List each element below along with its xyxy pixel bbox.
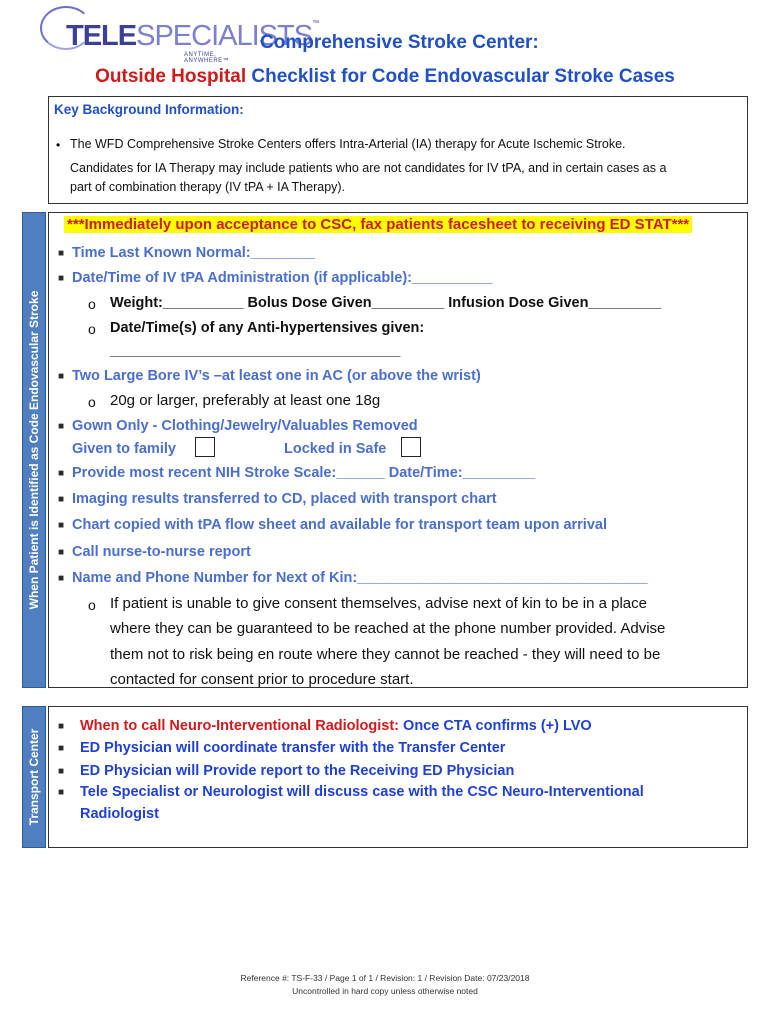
footer-note: Uncontrolled in hard copy unless otherwise noted bbox=[292, 986, 478, 996]
background-heading: Key Background Information: bbox=[54, 102, 244, 117]
checklist-item-tpa-admin: Date/Time of IV tPA Administration (if applicable):__________ bbox=[72, 270, 493, 286]
sub-bullet: o bbox=[88, 296, 96, 312]
antihypertensives-blank: ____________________________________ bbox=[110, 343, 401, 359]
footer-reference: Reference #: TS-F-33 / Page 1 of 1 / Revision: 1 / Revision Date: 07/23/2018 bbox=[240, 973, 530, 983]
transport-item-report: ED Physician will Provide report to the Receiving ED Physician bbox=[80, 763, 515, 779]
page-title-line2: Outside Hospital Checklist for Code Endovascular Stroke Cases bbox=[95, 66, 675, 87]
background-text-line: Candidates for IA Therapy may include patients who are not candidates for IV tPA, and in certain cases as a bbox=[70, 161, 667, 175]
page-title-line1: Comprehensive Stroke Center: bbox=[260, 32, 539, 53]
consent-text-line: If patient is unable to give consent themselves, advise next of kin to be in a place bbox=[110, 595, 647, 612]
transport-item-discuss-cont: Radiologist bbox=[80, 806, 159, 822]
telespecialists-logo bbox=[38, 4, 319, 64]
consent-text-line: where they can be guaranteed to be reached at the phone number provided. Advise bbox=[110, 620, 666, 637]
square-bullet: ■ bbox=[58, 787, 65, 798]
background-text-line: The WFD Comprehensive Stroke Centers offers Intra-Arterial (IA) therapy for Acute Ischemic Stroke. bbox=[70, 137, 626, 151]
locked-in-safe-label: Locked in Safe bbox=[284, 441, 387, 457]
square-bullet: ■ bbox=[58, 520, 65, 531]
logo-wordmark: TELESPECIALISTS™ bbox=[66, 20, 319, 52]
fax-alert-banner: ***Immediately upon acceptance to CSC, fax patients facesheet to receiving ED STAT*** bbox=[64, 216, 692, 233]
side-label-transport-center: Transport Center bbox=[22, 706, 46, 848]
square-bullet: ■ bbox=[58, 248, 65, 259]
checklist-sub-weight-doses: Weight:__________ Bolus Dose Given_________ Infusion Dose Given_________ bbox=[110, 295, 662, 311]
square-bullet: ■ bbox=[58, 721, 65, 732]
checklist-item-call-nurse: Call nurse-to-nurse report bbox=[72, 544, 251, 560]
square-bullet: ■ bbox=[58, 573, 65, 584]
square-bullet: ■ bbox=[58, 273, 65, 284]
logo-tagline: ANYTIME, ANYWHERE™ bbox=[184, 52, 230, 64]
side-label-patient-identified: When Patient is Identified as Code Endovascular Stroke bbox=[22, 212, 46, 688]
checklist-sub-iv-gauge: 20g or larger, preferably at least one 18g bbox=[110, 392, 381, 409]
background-text-line: part of combination therapy (IV tPA + IA Therapy). bbox=[70, 180, 346, 194]
given-to-family-checkbox[interactable] bbox=[195, 437, 215, 457]
square-bullet: ■ bbox=[58, 743, 65, 754]
checklist-item-next-of-kin: Name and Phone Number for Next of Kin:____________________________________ bbox=[72, 570, 648, 586]
square-bullet: ■ bbox=[58, 547, 65, 558]
sub-bullet: o bbox=[88, 394, 96, 410]
transport-item-call-radiologist: When to call Neuro-Interventional Radiologist: Once CTA confirms (+) LVO bbox=[80, 718, 592, 734]
square-bullet: ■ bbox=[58, 468, 65, 479]
transport-item-coordinate: ED Physician will coordinate transfer with the Transfer Center bbox=[80, 740, 506, 756]
square-bullet: ■ bbox=[58, 421, 65, 432]
square-bullet: ■ bbox=[58, 494, 65, 505]
given-to-family-label: Given to family bbox=[72, 441, 176, 457]
square-bullet: ■ bbox=[58, 766, 65, 777]
checklist-item-imaging: Imaging results transferred to CD, placed with transport chart bbox=[72, 491, 497, 507]
square-bullet: ■ bbox=[58, 371, 65, 382]
consent-text-line: contacted for consent prior to procedure start. bbox=[110, 671, 414, 688]
sub-bullet: o bbox=[88, 597, 96, 613]
checklist-item-chart: Chart copied with tPA flow sheet and available for transport team upon arrival bbox=[72, 517, 607, 533]
bullet-dot: • bbox=[56, 138, 61, 152]
consent-text-line: them not to risk being en route where they cannot be reached - they will need to be bbox=[110, 646, 661, 663]
checklist-item-gown: Gown Only - Clothing/Jewelry/Valuables Removed bbox=[72, 418, 418, 434]
transport-item-discuss: Tele Specialist or Neurologist will discuss case with the CSC Neuro-Interventional bbox=[80, 784, 644, 800]
checklist-item-nih-scale: Provide most recent NIH Stroke Scale:______ Date/Time:_________ bbox=[72, 465, 536, 481]
checklist-item-iv: Two Large Bore IV’s –at least one in AC (or above the wrist) bbox=[72, 368, 481, 384]
locked-in-safe-checkbox[interactable] bbox=[401, 437, 421, 457]
checklist-sub-antihypertensives: Date/Time(s) of any Anti-hypertensives given: bbox=[110, 320, 425, 336]
checklist-item-time-last-known: Time Last Known Normal:________ bbox=[72, 245, 316, 261]
sub-bullet: o bbox=[88, 321, 96, 337]
